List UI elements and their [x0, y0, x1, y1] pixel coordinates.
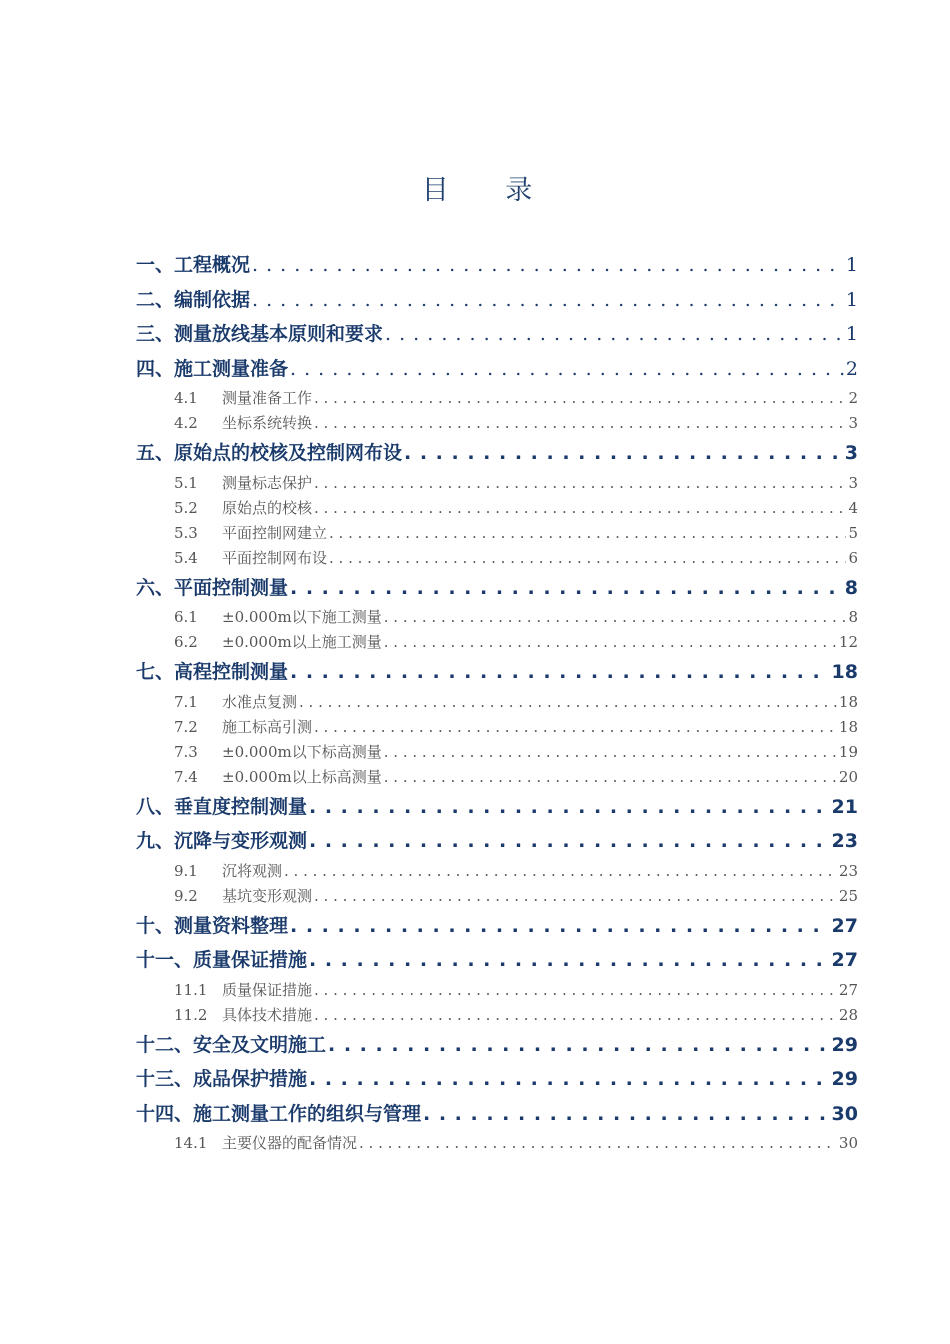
toc-entry-number: 7.1: [174, 692, 198, 711]
toc-entry-label: [174, 690, 297, 715]
toc-page-number: 27: [838, 980, 858, 999]
dot-leader: [384, 605, 847, 630]
toc-entry-text: 基坑变形观测: [222, 886, 313, 905]
toc-entry-text: 坐标系统转换: [222, 414, 313, 432]
dot-leader: [329, 546, 846, 571]
toc-subsection-entry[interactable]: [136, 884, 858, 909]
dot-leader: [314, 471, 846, 496]
toc-section-entry[interactable]: [136, 1097, 858, 1132]
toc-entry-text: 沉将观测: [222, 861, 283, 880]
toc-entry-number: 11.1: [174, 980, 208, 999]
dot-leader: [359, 1131, 837, 1156]
toc-entry-text: 平面控制网布设: [222, 548, 328, 567]
dot-leader: [309, 790, 830, 825]
toc-page-number: 2: [848, 389, 858, 407]
toc-entry-label: 十四、施工测量工作的组织与管理: [136, 1102, 422, 1125]
page-title: 目 录: [421, 175, 557, 206]
toc-page-number: 23: [831, 830, 858, 852]
toc-entry-text: 测量准备工作: [222, 389, 313, 407]
dot-leader: [423, 1097, 830, 1132]
dot-leader: [290, 909, 830, 944]
toc-subsection-entry[interactable]: [136, 859, 858, 884]
toc-page-number: 2: [845, 357, 858, 380]
toc-page-number: 25: [838, 886, 858, 905]
dot-leader: [252, 248, 844, 283]
toc-section-entry[interactable]: [136, 317, 858, 352]
toc-entry-label: [174, 978, 312, 1003]
toc-entry-number: 14.1: [174, 1134, 208, 1152]
toc-entry-label: 十、测量资料整理: [136, 914, 289, 937]
dot-leader: [314, 386, 846, 411]
toc-entry-number: 11.2: [174, 1005, 208, 1024]
dot-leader: [290, 571, 843, 606]
toc-entry-number: 5.4: [174, 548, 198, 567]
toc-page-number: 1: [845, 254, 858, 276]
toc-subsection-entry[interactable]: [136, 978, 858, 1003]
toc-entry-label: 十一、质量保证措施: [136, 949, 308, 971]
toc-subsection-entry[interactable]: [136, 546, 858, 571]
toc-page-number: 30: [831, 1102, 858, 1125]
toc-entry-label: [174, 740, 382, 765]
dot-leader: [299, 690, 837, 715]
toc-entry-text: 平面控制网建立: [222, 523, 328, 542]
toc-entry-label: 一、工程概况: [136, 254, 251, 276]
toc-page-number: 18: [838, 692, 858, 711]
toc-subsection-entry[interactable]: [136, 1131, 858, 1156]
toc-section-entry[interactable]: [136, 824, 858, 859]
toc-entry-label: 六、平面控制测量: [136, 576, 289, 599]
dot-leader: [329, 521, 846, 546]
toc-section-entry[interactable]: [136, 909, 858, 944]
dot-leader: [314, 715, 837, 740]
toc-entry-label: [174, 521, 327, 546]
toc-page-number: 21: [831, 795, 858, 818]
toc-page-number: 8: [848, 608, 858, 626]
dot-leader: [309, 824, 830, 859]
toc-section-entry[interactable]: [136, 1028, 858, 1063]
toc-subsection-entry[interactable]: [136, 1003, 858, 1028]
toc-section-entry[interactable]: [136, 655, 858, 690]
toc-entry-number: 6.1: [174, 608, 198, 626]
toc-entry-label: [174, 884, 312, 909]
toc-entry-text: 施工标高引测: [222, 717, 313, 736]
toc-entry-label: 九、沉降与变形观测: [136, 830, 308, 852]
toc-entry-label: [174, 471, 312, 496]
toc-entry-number: 9.2: [174, 886, 198, 905]
toc-entry-text: ±0.000m以上施工测量: [222, 633, 382, 651]
toc-section-entry[interactable]: [136, 790, 858, 825]
toc-subsection-entry[interactable]: [136, 715, 858, 740]
toc-entry-label: [174, 630, 382, 655]
toc-subsection-entry[interactable]: [136, 605, 858, 630]
toc-page-number: 3: [848, 414, 858, 432]
toc-entry-label: 十三、成品保护措施: [136, 1068, 308, 1090]
toc-entry-label: 三、测量放线基本原则和要求: [136, 323, 384, 345]
toc-section-entry[interactable]: [136, 352, 858, 387]
toc-entry-label: [174, 546, 327, 571]
toc-section-entry[interactable]: [136, 436, 858, 471]
toc-section-entry[interactable]: [136, 248, 858, 283]
dot-leader: [314, 411, 846, 436]
toc-section-entry[interactable]: [136, 283, 858, 318]
toc-page-number: 4: [848, 498, 858, 517]
toc-subsection-entry[interactable]: [136, 740, 858, 765]
toc-subsection-entry[interactable]: [136, 471, 858, 496]
toc-subsection-entry[interactable]: [136, 496, 858, 521]
toc-subsection-entry[interactable]: [136, 411, 858, 436]
toc-subsection-entry[interactable]: [136, 630, 858, 655]
toc-page-number: 3: [844, 442, 858, 464]
dot-leader: [384, 740, 837, 765]
toc-page-number: 1: [845, 323, 858, 345]
toc-section-entry[interactable]: [136, 943, 858, 978]
toc-entry-number: 6.2: [174, 633, 198, 651]
toc-entry-label: 二、编制依据: [136, 288, 251, 311]
dot-leader: [384, 765, 837, 790]
toc-subsection-entry[interactable]: [136, 765, 858, 790]
toc-entry-text: 主要仪器的配备情况: [222, 1134, 358, 1152]
dot-leader: [328, 1028, 830, 1063]
toc-entry-label: 七、高程控制测量: [136, 661, 289, 683]
toc-entry-text: ±0.000m以上标高测量: [222, 767, 382, 786]
toc-page-number: 19: [838, 742, 858, 761]
toc-entry-label: 十二、安全及文明施工: [136, 1033, 327, 1056]
toc-entry-text: 质量保证措施: [222, 980, 313, 999]
toc-page-number: 23: [838, 861, 858, 880]
toc-entry-number: 7.4: [174, 767, 198, 786]
toc-page-number: 8: [844, 576, 858, 599]
dot-leader: [314, 884, 837, 909]
dot-leader: [404, 436, 843, 471]
dot-leader: [384, 630, 837, 655]
toc-page-number: 18: [838, 717, 858, 736]
dot-leader: [385, 317, 844, 352]
toc-entry-text: 原始点的校核: [222, 498, 313, 517]
toc-page-number: 27: [831, 949, 858, 971]
toc-entry-label: [174, 386, 312, 411]
dot-leader: [284, 859, 837, 884]
toc-page-number: 5: [848, 523, 858, 542]
toc-entry-number: 4.2: [174, 414, 198, 432]
toc-page-number: 30: [838, 1134, 858, 1152]
dot-leader: [314, 978, 837, 1003]
toc-entry-label: 八、垂直度控制测量: [136, 795, 308, 818]
toc-page-number: 3: [848, 473, 858, 492]
toc-page-number: 28: [838, 1005, 858, 1024]
toc-subsection-entry[interactable]: [136, 386, 858, 411]
toc-entry-number: 9.1: [174, 861, 198, 880]
toc-page-number: 29: [831, 1033, 858, 1056]
toc-entry-label: [174, 496, 312, 521]
table-of-contents: [136, 248, 858, 1156]
dot-leader: [309, 943, 830, 978]
toc-page-number: 1: [845, 288, 858, 311]
toc-subsection-entry[interactable]: [136, 690, 858, 715]
toc-page-number: 12: [838, 633, 858, 651]
dot-leader: [290, 655, 830, 690]
toc-entry-text: ±0.000m以下施工测量: [222, 608, 382, 626]
toc-page-number: 27: [831, 914, 858, 937]
toc-entry-label: [174, 605, 382, 630]
toc-page-number: 18: [831, 661, 858, 683]
toc-entry-text: 具体技术措施: [222, 1005, 313, 1024]
toc-page-number: 6: [848, 548, 858, 567]
toc-entry-label: 四、施工测量准备: [136, 357, 289, 380]
toc-section-entry[interactable]: [136, 571, 858, 606]
dot-leader: [314, 1003, 837, 1028]
toc-entry-label: [174, 1131, 357, 1156]
toc-entry-number: 7.3: [174, 742, 198, 761]
toc-entry-text: 水准点复测: [222, 692, 298, 711]
toc-entry-number: 5.1: [174, 473, 198, 492]
toc-entry-text: ±0.000m以下标高测量: [222, 742, 382, 761]
toc-entry-number: 7.2: [174, 717, 198, 736]
toc-entry-label: [174, 765, 382, 790]
dot-leader: [252, 283, 844, 318]
toc-entry-text: 测量标志保护: [222, 473, 313, 492]
toc-entry-number: 4.1: [174, 389, 198, 407]
toc-entry-label: [174, 859, 282, 884]
toc-entry-label: [174, 715, 312, 740]
dot-leader: [309, 1062, 830, 1097]
toc-subsection-entry[interactable]: [136, 521, 858, 546]
toc-page-number: 20: [838, 767, 858, 786]
toc-entry-number: 5.3: [174, 523, 198, 542]
dot-leader: [290, 352, 844, 387]
dot-leader: [314, 496, 846, 521]
toc-entry-label: [174, 1003, 312, 1028]
toc-page-number: 29: [831, 1068, 858, 1090]
toc-entry-label: [174, 411, 312, 436]
toc-entry-number: 5.2: [174, 498, 198, 517]
toc-section-entry[interactable]: [136, 1062, 858, 1097]
toc-entry-label: 五、原始点的校核及控制网布设: [136, 442, 403, 464]
